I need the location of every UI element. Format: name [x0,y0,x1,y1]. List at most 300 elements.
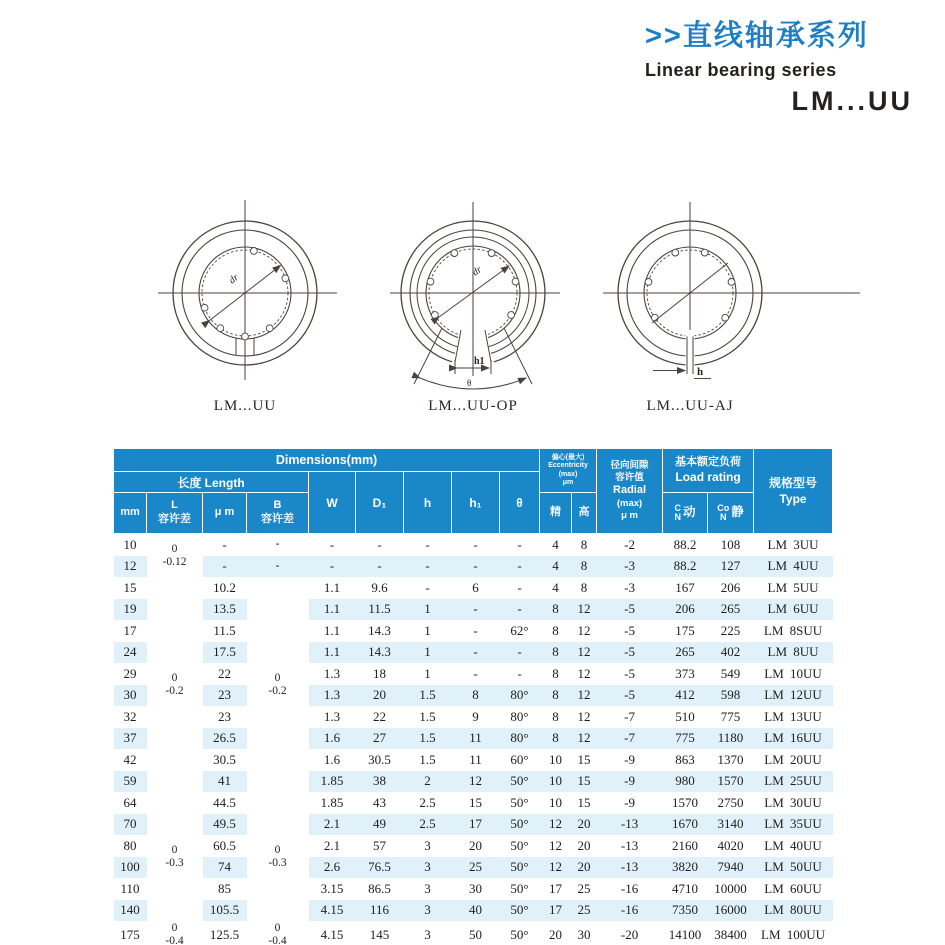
cell: 4 [552,579,559,595]
tolerance-cell: 0 -0.3 [247,792,309,921]
cell: LM 50UU [754,857,833,879]
header-um: μ m [203,493,247,534]
cell: -7 [624,708,635,724]
cell: 2750 [717,794,744,810]
cell: 2.6 [309,857,356,879]
bearing-open-type-drawing [378,200,568,415]
cell: 1.5 [404,685,452,707]
cell: - [517,665,522,681]
cell: 1670 [663,814,708,836]
cell: 19 [114,599,147,621]
cell: 8 [552,708,559,724]
cell: 4020 [717,837,744,853]
header-radial-cn2: 容许值 [615,472,644,484]
header-load-en: Load rating [675,470,741,485]
cell: 12 [577,665,591,681]
cell: 3.15 [320,880,344,896]
cell: 2160 [672,837,699,853]
cell: -3 [624,579,635,595]
cell: -5 [624,622,635,638]
cell: 70 [114,814,147,836]
h1-dimension-label: h1 [474,356,485,367]
header-high: 高 [572,493,597,534]
cell: 10 [123,536,137,552]
cell: 50 [469,926,482,942]
cell: 10 [549,794,563,810]
cell: - [452,642,500,664]
cell: 37 [114,728,147,750]
cell: 17.5 [203,642,247,664]
cell: 86.5 [368,880,391,896]
cell: 863 [675,751,695,767]
header-eccentricity-max: (max) [558,470,578,478]
header-load-cn: 基本额定负荷 [675,455,742,468]
cell: 7940 [708,857,754,879]
cell: 8 [572,556,597,578]
cell: -5 [597,642,663,664]
cell: 4.15 [309,900,356,922]
cell: LM 35UU [754,814,833,836]
cell: 206 [663,599,708,621]
cell: 1.85 [309,771,356,793]
header-type-cn: 规格型号 [769,475,818,490]
cell: 25 [452,857,500,879]
cell: LM 4UU [754,556,833,578]
header-eccentricity-en: Eccentricity [548,462,588,470]
title-block [645,13,913,117]
header-radial-en: Radial [613,484,647,497]
cell: 38400 [714,926,747,942]
cell: 2.5 [419,794,436,810]
cell: 1 [404,599,452,621]
header-b: B [273,499,282,512]
cell: 12 [572,728,597,750]
model-title: LM...UU [791,86,913,116]
cell: - [500,599,540,621]
cell: 2.5 [404,814,452,836]
cell: LM 5UU [767,579,819,595]
cell: 1.5 [404,728,452,750]
cell: 50° [500,900,540,922]
cell: 127 [708,556,754,578]
cell: LM 40UU [764,837,822,853]
series-title-cn: >>直线轴承系列 [645,20,869,52]
cell: 10 [549,751,563,767]
cell: 17 [549,880,563,896]
cell: -13 [597,814,663,836]
header-eccentricity [540,449,597,493]
table-row [114,857,833,879]
cell: 76.5 [356,857,404,879]
table-row [114,599,833,621]
cell: 6 [472,579,479,595]
cell: 12 [540,857,572,879]
cell: 3 [424,837,431,853]
cell: LM 60UU [764,880,822,896]
cell: 1.5 [419,751,436,767]
cell: 12 [114,556,147,578]
cell: 50° [500,857,540,879]
cell: 8 [540,599,572,621]
cell: - [473,665,478,681]
cell: 1.85 [320,794,344,810]
cell: LM 13UU [764,708,822,724]
cell: 80° [510,708,529,724]
cell: 980 [663,771,708,793]
cell: -16 [620,880,639,896]
cell: - [404,556,452,578]
cell: 116 [356,900,404,922]
cell: 80 [123,837,137,853]
cell: - [425,579,430,595]
cell: 12 [577,708,591,724]
cell: 22 [218,665,231,681]
header-co-static [708,493,754,534]
cell: 62° [510,622,529,638]
cell: 4 [540,556,572,578]
cell: 412 [663,685,708,707]
cell: 7350 [663,900,708,922]
cell: 175 [675,622,695,638]
bearing-diagram-lm-uu-op [378,200,568,415]
co-denominator: N [720,512,727,522]
cell: - [309,556,356,578]
cell: 12 [452,771,500,793]
table-row [114,534,833,556]
cell: 1570 [708,771,754,793]
cell: 64 [123,794,137,810]
cell: 11 [452,728,500,750]
header-eccentricity-cn: 偏心(最大) [551,453,585,461]
cell: 8 [580,579,588,595]
cell: 88.2 [663,556,708,578]
cell: 167 [675,579,695,595]
figure-label: LM...UU-OP [428,398,518,414]
cell: 3 [404,857,452,879]
series-title-en: Linear bearing series [645,60,837,80]
cell: 17 [123,622,137,638]
spec-table [113,448,833,945]
figure-label: LM...UU [213,398,277,414]
cell: -2 [624,536,635,552]
cell: LM 8SUU [763,622,823,638]
header-length [114,472,309,493]
cell: 20 [549,926,563,942]
tolerance-cell: 0 -0.12 [147,534,203,578]
cell: - [500,642,540,664]
cell: 12 [572,685,597,707]
cell: 1180 [708,728,754,750]
cell: 2 [404,771,452,793]
cell: 59 [114,771,147,793]
co-suffix: 静 [731,505,744,520]
header-mm: mm [114,493,147,534]
c-suffix: 动 [683,505,696,520]
cell: 1.1 [309,599,356,621]
cell: 49.5 [203,814,247,836]
cell: 510 [675,708,695,724]
cell: 13.5 [203,599,247,621]
cell: -3 [597,556,663,578]
cell: 265 [663,642,708,664]
cell: 22 [373,708,386,724]
cell: 12 [572,599,597,621]
cell: 20 [356,685,404,707]
cell: 14.3 [368,622,391,638]
cell: LM 10UU [764,665,822,681]
cell: 10.2 [213,579,236,595]
cell: 15 [123,579,137,595]
cell: 27 [356,728,404,750]
cell: 17 [452,814,500,836]
header-radial-unit: μ m [621,509,638,521]
table-row [114,878,833,900]
cell: 60° [510,751,529,767]
cell: 24 [114,642,147,664]
bearing-cross-section-drawing [150,200,340,390]
table-row [114,900,833,922]
cell: 23 [203,685,247,707]
header-w: W [309,472,356,534]
cell: 30.5 [213,751,236,767]
cell: LM 16UU [754,728,833,750]
cell: 206 [720,579,741,595]
cell: 50° [510,926,529,942]
cell: - [356,556,404,578]
cell: 1370 [717,751,744,767]
cell: 25 [577,880,591,896]
cell: -9 [624,794,635,810]
cell: 1 [424,622,431,638]
cell: 14100 [668,926,702,942]
header-load-rating [663,449,754,493]
cell: 108 [720,536,741,552]
header-c-dynamic [663,493,708,534]
cell: 44.5 [213,794,236,810]
cell: 8 [552,622,559,638]
cell: -16 [597,900,663,922]
cell: 2.1 [309,814,356,836]
cell: -9 [597,771,663,793]
cell: 50° [510,794,529,810]
cell: 3 [404,900,452,922]
header-l-tolerance [147,493,203,534]
header-length-en: Length [204,475,245,490]
header-radial-clearance [597,449,663,534]
cell: 11.5 [356,599,404,621]
c-denominator: N [674,512,682,522]
cell: 775 [720,708,741,724]
cell: 105.5 [203,900,247,922]
cell: 20 [572,857,597,879]
cell: 1.3 [323,708,341,724]
cell: -9 [624,751,635,767]
cell: 16000 [708,900,754,922]
cell: 402 [708,642,754,664]
cell: 32 [123,708,137,724]
cell: 12 [577,622,591,638]
cell: 29 [123,665,137,681]
cell: 175 [120,926,140,942]
cell: 8 [580,536,588,552]
cell: - [452,556,500,578]
cell: - [329,536,335,552]
cell: 225 [720,622,741,638]
cell: 41 [203,771,247,793]
cell: 15 [577,751,591,767]
cell: - [500,556,540,578]
table-row [114,642,833,664]
table-row [114,792,833,814]
cell: LM 25UU [754,771,833,793]
header-precision: 精 [540,493,572,534]
cell: 30 [114,685,147,707]
cell: 3140 [708,814,754,836]
cell: 775 [663,728,708,750]
table-row [114,835,833,857]
cell: - [517,536,522,552]
header-l-tol-cn: 容许差 [158,513,191,525]
cell: 8 [452,685,500,707]
cell: 2.1 [323,837,341,853]
cell: 26.5 [203,728,247,750]
cell: -5 [624,665,635,681]
cell: 3 [424,926,431,942]
cell: LM 80UU [754,900,833,922]
cell: 30 [577,926,591,942]
cell: 140 [114,900,147,922]
cell: LM 20UU [764,751,822,767]
bearing-diagram-lm-uu-aj [595,200,865,415]
cell: - [517,579,522,595]
cell: 20 [469,837,482,853]
figure-label: LM...UU-AJ [646,398,734,414]
cell: 74 [203,857,247,879]
table-row [114,706,833,728]
header-type [754,449,833,534]
cell: 373 [675,665,695,681]
table-row [114,685,833,707]
cell: 18 [373,665,386,681]
cell: 88.2 [673,536,697,552]
bearing-adjustable-type-drawing [595,200,865,400]
cell: 50° [500,771,540,793]
cell: LM 8UU [754,642,833,664]
bearing-table-body [114,534,833,945]
cell: 11.5 [213,622,236,638]
cell: 3 [424,880,431,896]
cell: - [377,536,382,552]
cell: 15 [577,794,591,810]
cell: - [473,536,478,552]
table-row [114,749,833,771]
cell: 265 [708,599,754,621]
header-b-tolerance [247,493,309,534]
cell: -7 [597,728,663,750]
dr-dimension-label: dr [470,264,485,279]
tolerance-cell: 0 -0.2 [247,577,309,792]
table-row [114,620,833,642]
tolerance-cell: 0 -0.3 [147,792,203,921]
cell: 30.5 [368,751,391,767]
tolerance-cell: 0 -0.4 [247,921,309,945]
tolerance-cell: - [247,556,309,578]
cell: 43 [373,794,386,810]
table-row [114,921,833,945]
cell: 42 [123,751,137,767]
cell: 50° [510,837,529,853]
cell: 1 [404,642,452,664]
cell: 4710 [672,880,699,896]
cell: 11 [469,751,482,767]
cell: 8 [540,642,572,664]
cell: LM 3UU [767,536,819,552]
header-h1: h₁ [452,472,500,534]
cell: - [452,599,500,621]
header-h: h [404,472,452,534]
cell: 1570 [672,794,699,810]
cell: 20 [577,837,591,853]
cell: 125.5 [209,926,240,942]
theta-angle-label: θ [467,378,472,388]
cell: LM 12UU [754,685,833,707]
cell: 100 [114,857,147,879]
cell: 1.3 [323,665,341,681]
header-l: L [171,499,178,512]
dr-dimension-label: dr [227,272,241,287]
table-row [114,663,833,685]
cell: 12 [572,642,597,664]
cell: -20 [620,926,639,942]
cell: 38 [356,771,404,793]
header-eccentricity-unit: μm [562,478,574,486]
cell: 145 [369,926,390,942]
table-row [114,577,833,599]
h-dimension-label: h [697,366,704,378]
cell: 9.6 [371,579,388,595]
header-dimensions: Dimensions(mm) [114,449,540,472]
cell: 8 [552,665,559,681]
cell: 49 [356,814,404,836]
cell: 40 [452,900,500,922]
cell: 57 [373,837,386,853]
cell: 598 [708,685,754,707]
table-row [114,728,833,750]
cell: 3820 [663,857,708,879]
cell: 8 [540,685,572,707]
header-length-cn: 长度 [177,475,202,490]
tolerance-cell: 0 -0.2 [147,577,203,792]
table-row [114,771,833,793]
header-b-tol-cn: 容许差 [261,513,294,525]
cell: - [203,556,247,578]
cell: 80° [500,685,540,707]
tolerance-cell: - [247,534,309,556]
cell: LM 100UU [761,926,826,942]
cell: 1.6 [309,728,356,750]
table-row [114,814,833,836]
cell: LM 30UU [764,794,822,810]
cell: 85 [218,880,231,896]
cell: 15 [572,771,597,793]
cell: 14.3 [356,642,404,664]
cell: 8 [540,728,572,750]
cell: - [425,536,430,552]
cell: 25 [572,900,597,922]
header-d1: D₁ [356,472,404,534]
cell: -5 [597,599,663,621]
cell: 1.1 [323,622,341,638]
